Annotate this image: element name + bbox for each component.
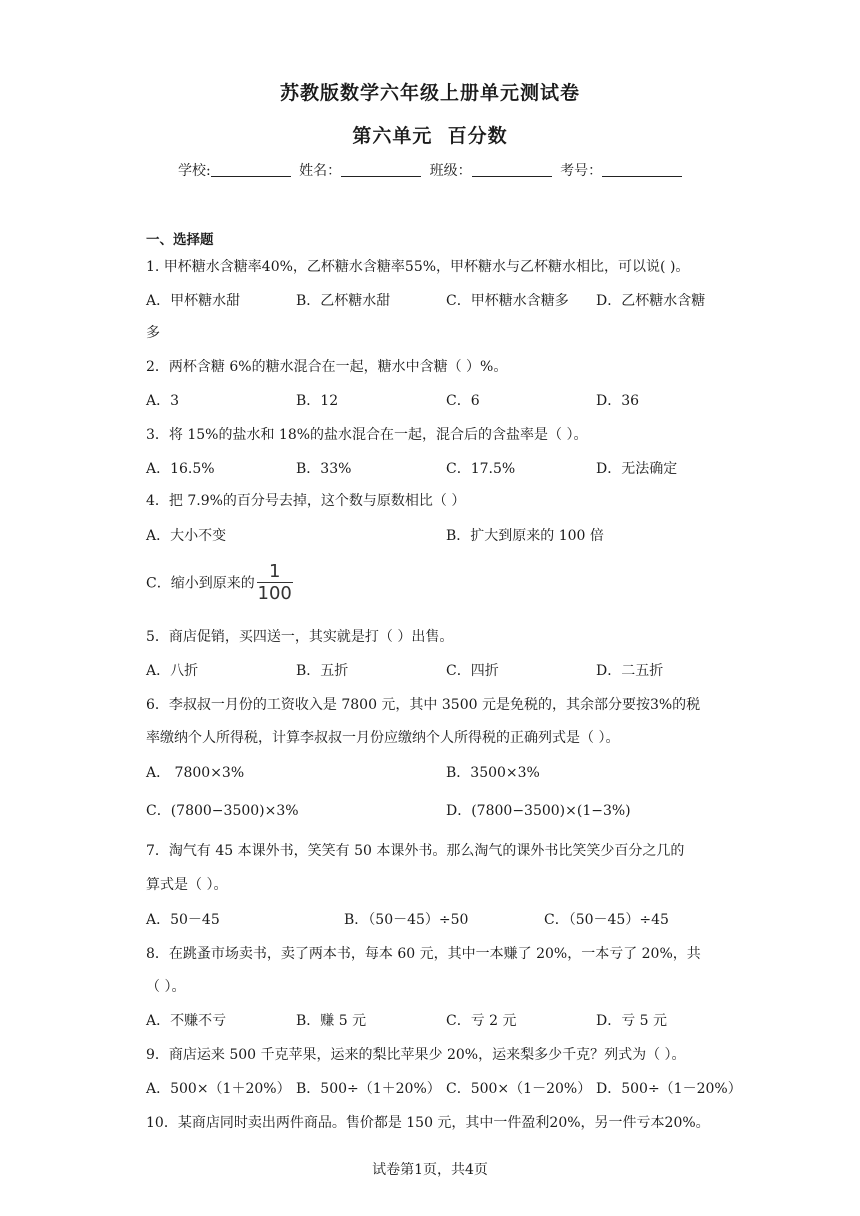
q6-option-b: B．3500×3% (446, 765, 540, 781)
q9-option-b: B．500÷（1＋20%） (296, 1081, 441, 1097)
fraction-one-hundredth (257, 562, 293, 605)
school-blank (211, 162, 291, 177)
question-6-text-line-1: 6．李叔叔一月份的工资收入是 7800 元，其中 3500 元是免税的，其余部分要按3%的税 (146, 697, 701, 713)
q3-option-c: C．17.5% (446, 461, 516, 477)
q9-option-a: A．500×（1＋20%） (146, 1081, 291, 1097)
q1-option-d-continued: 多 (146, 325, 160, 341)
q1-option-a: A．甲杯糖水甜 (146, 293, 241, 309)
q3-option-a: A．16.5% (146, 461, 215, 477)
q3-option-d: D．无法确定 (596, 461, 678, 477)
question-8-text-line-1: 8．在跳蚤市场卖书，卖了两本书，每本 60 元，其中一本赚了 20%，一本亏了 20%，共 (146, 946, 701, 962)
question-9-text: 9．商店运来 500 千克苹果，运来的梨比苹果少 20%，运来梨多少千克？列式为（ ）。 (146, 1047, 686, 1063)
q7-option-a: A．50－45 (146, 912, 220, 928)
q6-option-d: D．(7800−3500)×(1−3%) (446, 803, 631, 819)
school-label: 学校: (178, 163, 211, 179)
question-7-text-line-1: 7．淘气有 45 本课外书，笑笑有 50 本课外书。那么淘气的课外书比笑笑少百分之几的 (146, 843, 685, 859)
q5-option-c: C．四折 (446, 663, 499, 679)
question-7-text-line-2: 算式是（ ）。 (146, 877, 228, 893)
q5-option-a: A．八折 (146, 663, 199, 679)
student-info-row (178, 160, 686, 180)
q2-option-a: A．3 (146, 393, 180, 409)
q5-option-d: D．二五折 (596, 663, 664, 679)
class-blank (472, 162, 552, 177)
q2-option-b: B．12 (296, 393, 339, 409)
name-label: 姓名： (299, 163, 342, 179)
q1-option-d: D．乙杯糖水含糖 (596, 293, 706, 309)
exam-number-label: 考号： (560, 163, 603, 179)
question-3-text: 3．将 15%的盐水和 18%的盐水混合在一起，混合后的含盐率是（ ）。 (146, 427, 588, 443)
q8-option-a: A．不赚不亏 (146, 1013, 227, 1029)
q4-option-c (146, 562, 293, 605)
q6-option-c: C．(7800−3500)×3% (146, 803, 299, 819)
question-1-text: 1. 甲杯糖水含糖率40%，乙杯糖水含糖率55%，甲杯糖水与乙杯糖水相比，可以说( )。 (146, 259, 690, 275)
question-6-text-line-2: 率缴纳个人所得税，计算李叔叔一月份应缴纳个人所得税的正确列式是（ ）。 (146, 730, 620, 746)
q8-option-c: C．亏 2 元 (446, 1013, 517, 1029)
fraction-numerator: 1 (268, 561, 281, 582)
q2-option-c: C．6 (446, 393, 480, 409)
page-footer: 试卷第1页，共4页 (372, 1162, 488, 1178)
q8-option-d: D．亏 5 元 (596, 1013, 668, 1029)
q7-option-c: C．（50－45）÷45 (544, 912, 669, 928)
q4-option-c-label: C．缩小到原来的 (146, 575, 255, 592)
q9-option-d: D．500÷（1－20%） (596, 1081, 742, 1097)
class-label: 班级： (429, 163, 472, 179)
question-4-text: 4．把 7.9%的百分号去掉，这个数与原数相比（ ） (146, 493, 466, 509)
q1-option-c: C．甲杯糖水含糖多 (446, 293, 569, 309)
fraction-denominator: 100 (257, 583, 292, 604)
q4-option-b: B．扩大到原来的 100 倍 (446, 528, 604, 544)
question-2-text: 2．两杯含糖 6%的糖水混合在一起，糖水中含糖（ ）%。 (146, 359, 508, 375)
q4-option-a: A．大小不变 (146, 528, 227, 544)
exam-title: 苏教版数学六年级上册单元测试卷 (279, 82, 580, 104)
q5-option-b: B．五折 (296, 663, 349, 679)
question-5-text: 5．商店促销，买四送一，其实就是打（ ）出售。 (146, 629, 454, 645)
q6-option-a: A． 7800×3% (146, 765, 245, 781)
q7-option-b: B．（50－45）÷50 (344, 912, 469, 928)
unit-subtitle: 第六单元 百分数 (352, 125, 508, 147)
question-8-text-line-2: （ ）。 (146, 979, 186, 995)
q1-option-b: B．乙杯糖水甜 (296, 293, 391, 309)
q3-option-b: B．33% (296, 461, 352, 477)
section-heading: 一、选择题 (146, 232, 214, 248)
exam-number-blank (602, 162, 682, 177)
q2-option-d: D．36 (596, 393, 640, 409)
q8-option-b: B．赚 5 元 (296, 1013, 367, 1029)
name-blank (341, 162, 421, 177)
q9-option-c: C．500×（1－20%） (446, 1081, 592, 1097)
question-10-text: 10．某商店同时卖出两件商品。售价都是 150 元，其中一件盈利20%，另一件亏本20%。 (146, 1115, 710, 1131)
